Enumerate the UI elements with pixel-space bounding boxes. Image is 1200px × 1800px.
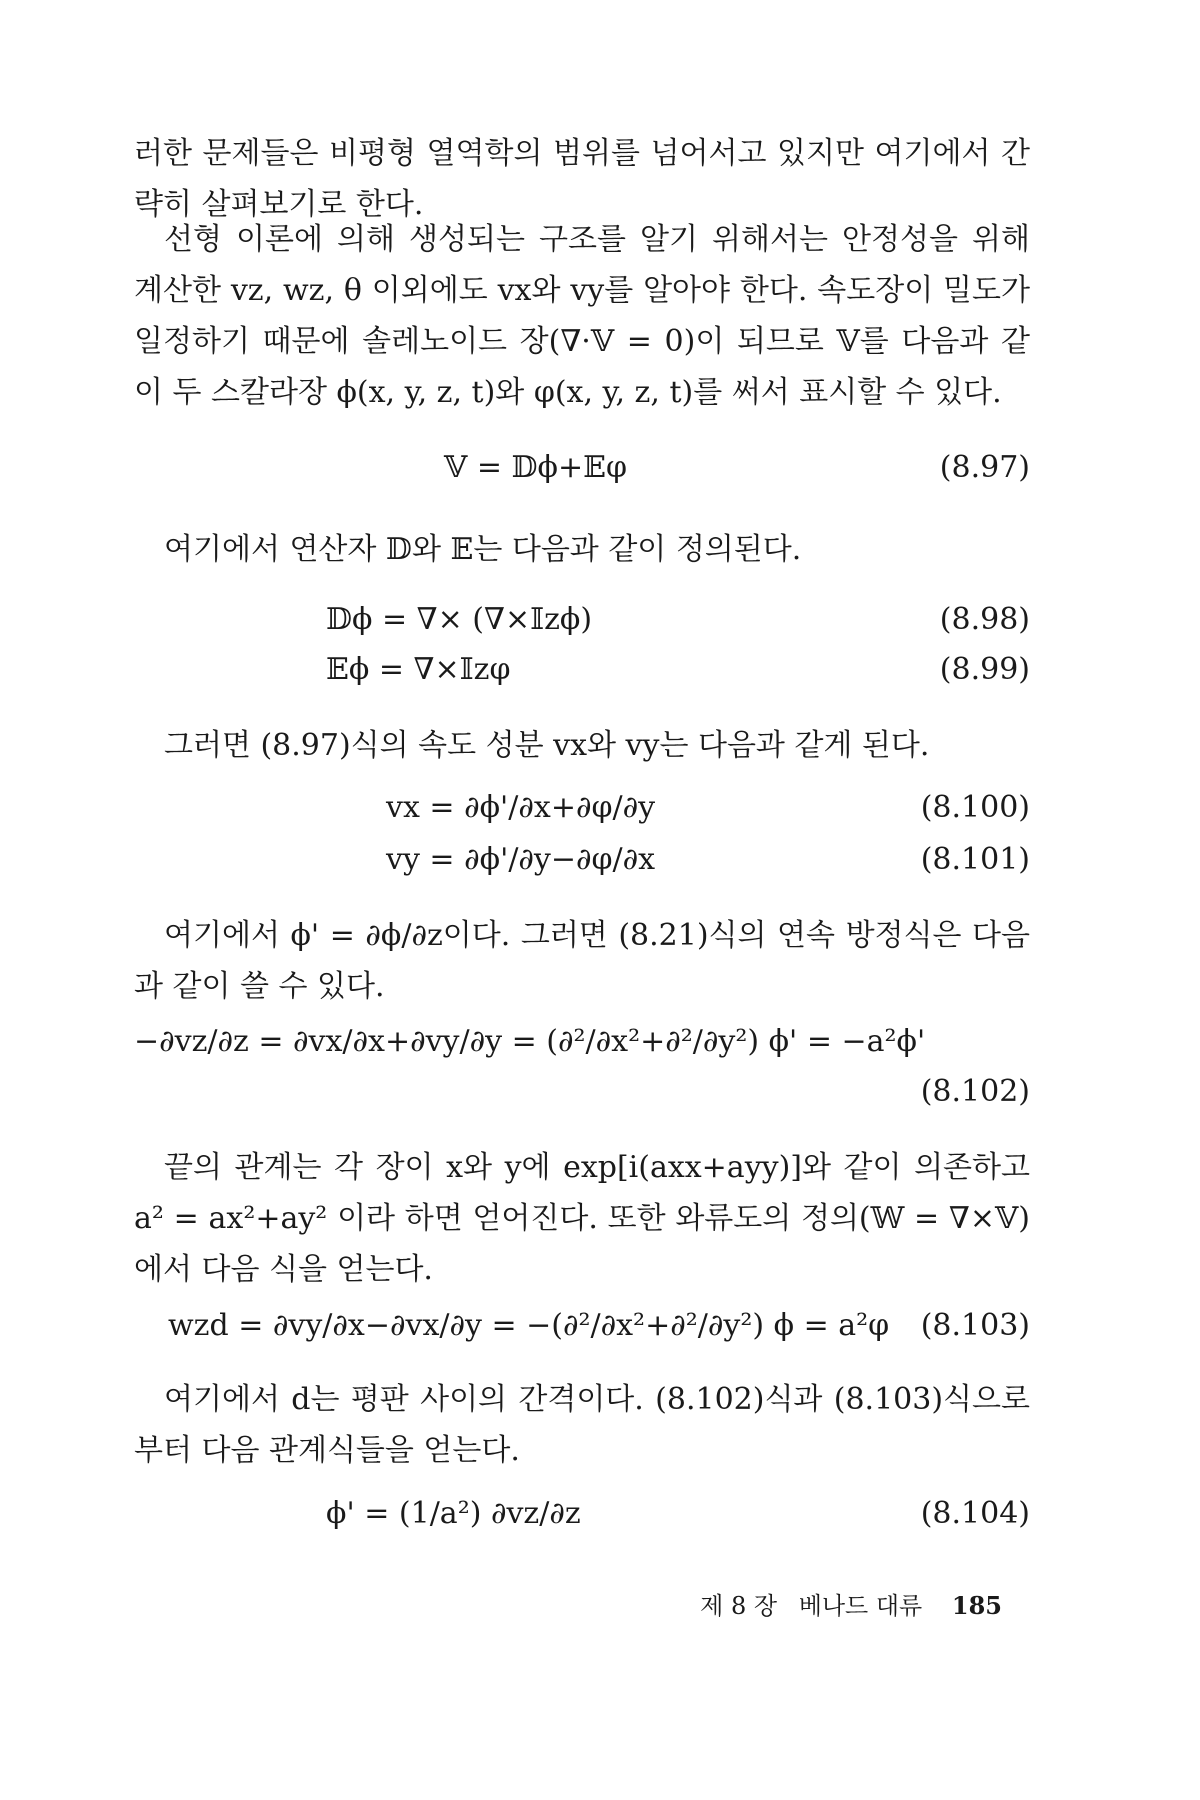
equation-number: (8.97) (939, 450, 1030, 485)
equation-expression: wzd = ∂vy/∂x−∂vx/∂y = −(∂²/∂x²+∂²/∂y²) ϕ = a²φ (168, 1308, 890, 1343)
equation-8-103 (134, 1304, 1030, 1348)
chapter-title: 베나드 대류 (798, 1592, 923, 1620)
paragraph-5: 여기에서 ϕ' = ∂ϕ/∂z이다. 그러면 (8.21)식의 연속 방정식은 다음과 같이 쓸 수 있다. (134, 918, 1030, 1004)
paragraph-6: 끝의 관계는 각 장이 x와 y에 exp[i(axx+ayy)]와 같이 의존하고 a² = ax²+ay² 이라 하면 얻어진다. 또한 와류도의 정의(𝕎 = ∇×𝕍)에서 다음 식을 얻는다. (134, 1150, 1030, 1287)
equation-8-99 (134, 648, 1030, 692)
equation-expression: 𝔻ϕ = ∇× (∇×𝕀zϕ) (326, 602, 593, 637)
equation-expression: ϕ' = (1/a²) ∂vz/∂z (326, 1496, 581, 1531)
equation-8-104 (134, 1492, 1030, 1536)
equation-number: (8.103) (920, 1308, 1030, 1343)
equation-8-102 (134, 1020, 1030, 1064)
equation-number: (8.102) (920, 1074, 1030, 1109)
equation-number: (8.98) (939, 602, 1030, 637)
equation-expression: vy = ∂ϕ'/∂y−∂φ/∂x (386, 842, 656, 877)
equation-number: (8.101) (920, 842, 1030, 877)
paragraph-7: 여기에서 d는 평판 사이의 간격이다. (8.102)식과 (8.103)식으로부터 다음 관계식들을 얻는다. (134, 1382, 1030, 1468)
equation-expression: 𝔼ϕ = ∇×𝕀zφ (326, 652, 511, 687)
equation-expression: vx = ∂ϕ'/∂x+∂φ/∂y (386, 790, 656, 825)
paragraph-4: 그러면 (8.97)식의 속도 성분 vx와 vy는 다음과 같게 된다. (164, 728, 930, 763)
paragraph-2: 선형 이론에 의해 생성되는 구조를 알기 위해서는 안정성을 위해 계산한 vz, wz, θ 이외에도 vx와 vy를 알아야 한다. 속도장이 밀도가 일정하기 때문에 솔레노이드 장(∇·𝕍 = 0)이 되므로 𝕍를 다음과 같이 두 스칼라장 ϕ(x, y, z, t)와 φ(x, y, z, t)를 써서 표시할 수 있다. (134, 222, 1030, 410)
equation-8-102-number-row (134, 1070, 1030, 1114)
equation-8-98 (134, 598, 1030, 642)
equation-expression: −∂vz/∂z = ∂vx/∂x+∂vy/∂y = (∂²/∂x²+∂²/∂y²) ϕ' = −a²ϕ' (134, 1024, 926, 1059)
equation-8-100 (134, 786, 1030, 830)
paragraph-1: 러한 문제들은 비평형 열역학의 범위를 넘어서고 있지만 여기에서 간략히 살펴보기로 한다. (134, 136, 1030, 222)
page-footer (686, 1586, 1002, 1621)
equation-8-101 (134, 838, 1030, 882)
paragraph-3: 여기에서 연산자 𝔻와 𝔼는 다음과 같이 정의된다. (164, 532, 802, 567)
equation-8-97 (134, 446, 1030, 490)
equation-expression: 𝕍 = 𝔻ϕ+𝔼φ (444, 450, 627, 485)
equation-number: (8.99) (939, 652, 1030, 687)
equation-number: (8.104) (920, 1496, 1030, 1531)
page-number: 185 (951, 1591, 1002, 1620)
chapter-label: 제 8 장 (700, 1592, 778, 1620)
equation-number: (8.100) (920, 790, 1030, 825)
